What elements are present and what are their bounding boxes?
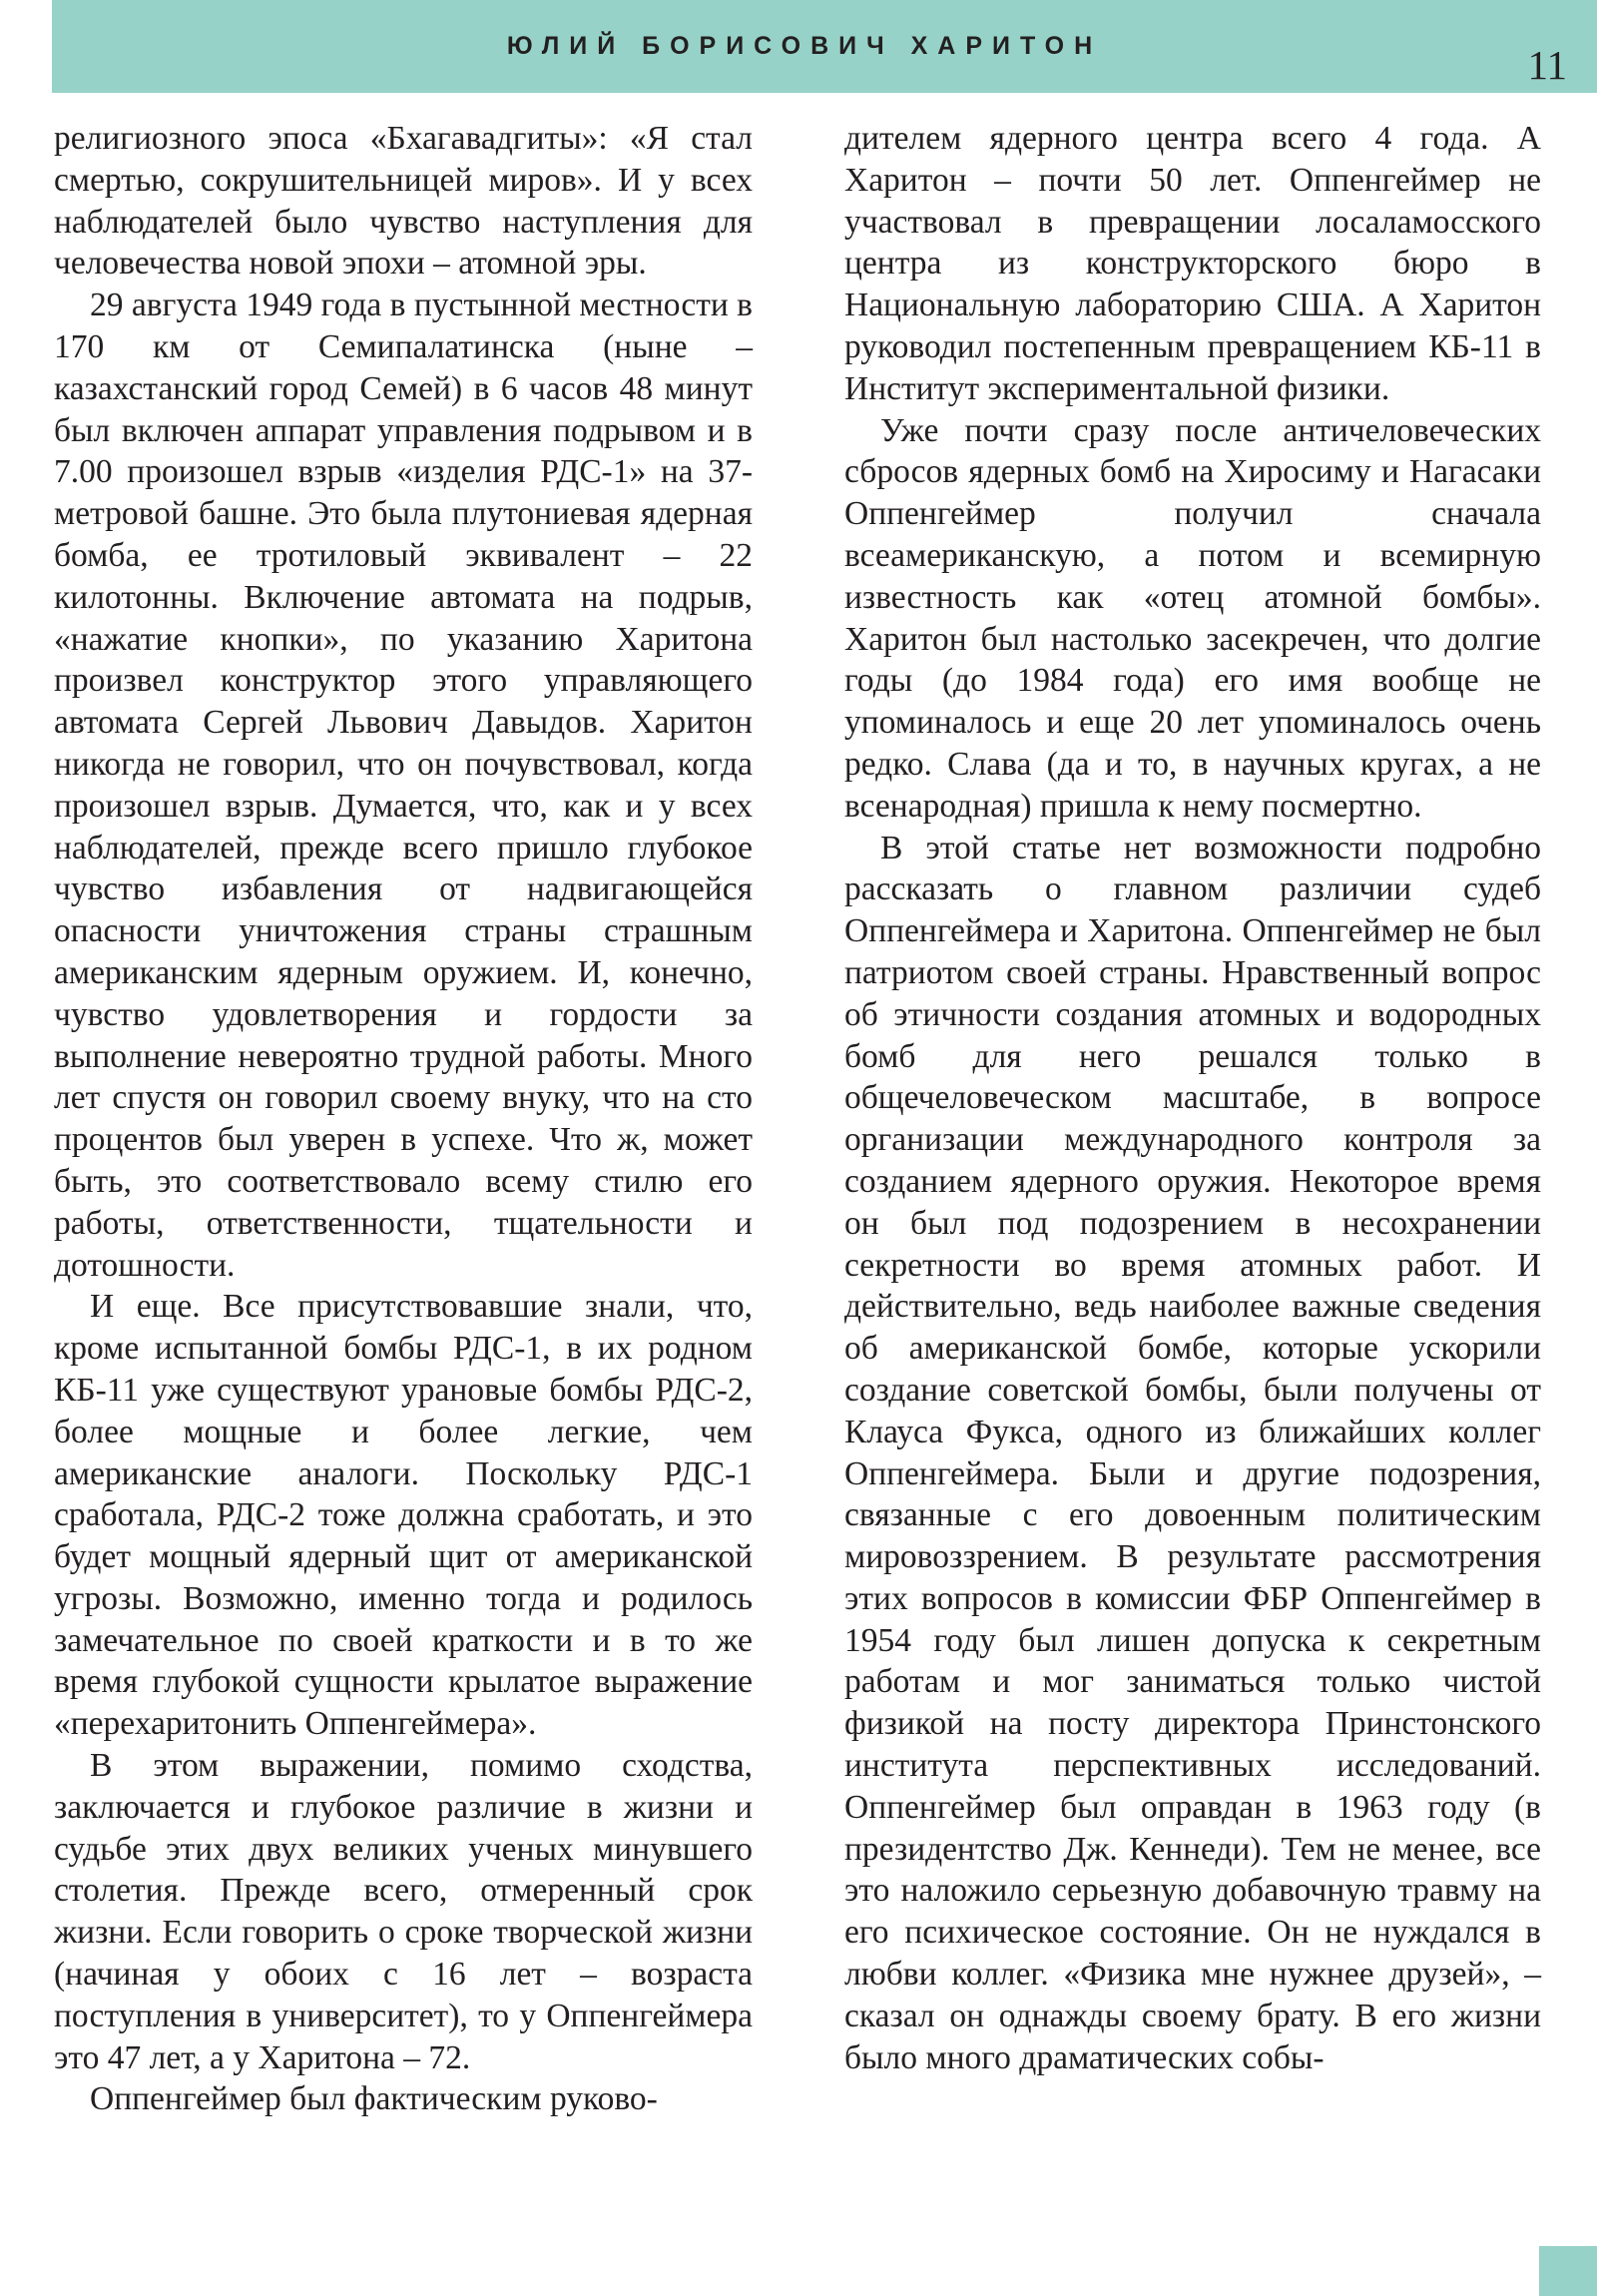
paragraph: религиозного эпоса «Бхагавадгиты»: «Я стал смертью, сокрушительницей миров». И у всех наблюдателей было чувство наступления для человечества новой эпохи – атомной эры.	[54, 120, 753, 283]
running-title: ЮЛИЙ БОРИСОВИЧ ХАРИТОН	[506, 32, 1103, 60]
paragraph: В этой статье нет возможности подробно рассказать о главном различии судеб Оппенгеймера и Харитона. Оппенгеймер не был патриотом своей страны. Нравственный вопрос об этичности создания атомных и водородных бомб для него решался только в общечеловеческом масштабе, в вопросе организации международного контроля за созданием ядерного оружия. Некоторое время он был под подозрением в несохранении секретности во время атомных работ. И действительно, ведь наиболее важные сведения об американской бомбе, которые ускорили создание советской бомбы, были получены от Клауса Фукса, одного из ближайших коллег Оппенгеймера. Были и другие подозрения, связанные с его довоенным политическим мировоззрением. В результате рассмотрения этих вопросов в комиссии ФБР Оппенгеймер в 1954 году был лишен допуска к секретным работам и мог заниматься только чистой физикой на посту директора Принстонского института перспективных исследований. Оппенгеймер был оправдан в 1963 году (в президентство Дж. Кеннеди). Тем не менее, все это наложило серьезную добавочную травму на его психическое состояние. Он не нуждался в любви коллег. «Физика мне нужнее друзей», – сказал он однажды своему брату. В его жизни было много драматических собы-	[844, 829, 1541, 2076]
left-column	[54, 118, 753, 2120]
paragraph: В этом выражении, помимо сходства, заключается и глубокое различие в жизни и судьбе этих двух великих ученых минувшего столетия. Прежде всего, отмеренный срок жизни. Если говорить о сроке творческой жизни (начиная у обоих с 16 лет – возраста поступления в университет), то у Оппенгеймера это 47 лет, а у Харитона – 72.	[54, 1747, 753, 2076]
paragraph: И еще. Все присутствовавшие знали, что, кроме испытанной бомбы РДС-1, в их родном КБ-11 уже существуют урановые бомбы РДС-2, более мощные и более легкие, чем американские аналоги. Поскольку РДС-1 сработала, РДС-2 тоже должна сработать, и это будет мощный ядерный щит от американской угрозы. Возможно, именно тогда и родилось замечательное по своей краткости и в то же время глубокой сущности крылатое выражение «перехаритонить Оппенгеймера».	[54, 1288, 753, 1743]
right-column	[844, 118, 1541, 2078]
paragraph: дителем ядерного центра всего 4 года. А Харитон – почти 50 лет. Оппенгеймер не участвовал в превращении лосаламосского центра из конструкторского бюро в Национальную лабораторию США. А Харитон руководил постепенным превращением КБ-11 в Институт экспериментальной физики.	[844, 120, 1541, 407]
corner-tab	[1539, 2246, 1597, 2296]
paragraph: Уже почти сразу после античеловеческих сбросов ядерных бомб на Хиросиму и Нагасаки Оппенгеймер получил сначала всеамериканскую, а потом и всемирную известность как «отец атомной бомбы». Харитон был настолько засекречен, что долгие годы (до 1984 года) его имя вообще не упоминалось и еще 20 лет упоминалось очень редко. Слава (да и то, в научных кругах, а не всенародная) пришла к нему посмертно.	[844, 411, 1541, 825]
page-number: 11	[1527, 42, 1567, 88]
paragraph: Оппенгеймер был фактическим руково-	[90, 2080, 658, 2118]
paragraph: 29 августа 1949 года в пустынной местности в 170 км от Семипалатинска (ныне – казахстанский город Семей) в 6 часов 48 минут был включен аппарат управления подрывом и в 7.00 произошел взрыв «изделия РДС-1» на 37-метровой башне. Это была плутониевая ядерная бомба, ее тротиловый эквивалент – 22 килотонны. Включение автомата на подрыв, «нажатие кнопки», по указанию Харитона произвел конструктор этого управляющего автомата Сергей Львович Давыдов. Харитон никогда не говорил, что он почувствовал, когда произошел взрыв. Думается, что, как и у всех наблюдателей, прежде всего пришло глубокое чувство избавления от надвигающейся опасности уничтожения страны страшным американским ядерным оружием. И, конечно, чувство удовлетворения и гордости за выполнение невероятно трудной работы. Много лет спустя он говорил своему внуку, что на сто процентов был уверен в успехе. Что ж, может быть, это соответствовало всему стилю его работы, ответственности, тщательности и дотошности.	[54, 287, 753, 1284]
